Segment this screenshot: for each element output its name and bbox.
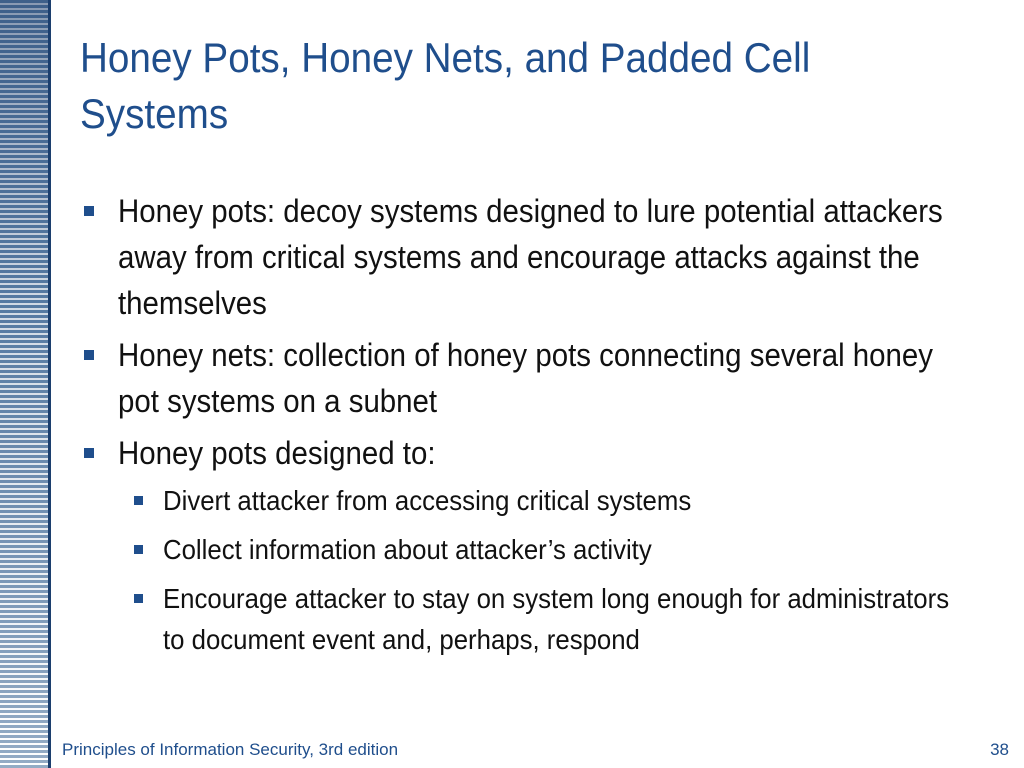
sub-bullet-item — [118, 578, 984, 660]
square-bullet-icon — [84, 448, 94, 458]
sub-bullet-text: Collect information about attacker’s activity — [163, 534, 652, 565]
page-number: 38 — [990, 740, 1009, 759]
slide-content — [84, 188, 984, 668]
sub-bullet-item — [118, 529, 984, 570]
sub-bullet-list — [118, 480, 984, 660]
decorative-stripe-bar — [0, 0, 48, 768]
slide-title: Honey Pots, Honey Nets, and Padded Cell Systems — [80, 34, 811, 137]
sub-bullet-item — [118, 480, 984, 521]
square-bullet-icon — [134, 545, 143, 554]
sub-bullet-text: Divert attacker from accessing critical systems — [163, 485, 692, 516]
bullet-text: Honey pots: decoy systems designed to lure potential attackers away from critical systems and encourage attacks against the themselves — [118, 193, 943, 321]
footer-course-title: Principles of Information Security, 3rd edition — [62, 740, 399, 759]
square-bullet-icon — [134, 496, 143, 505]
bullet-text: Honey pots designed to: — [118, 435, 436, 471]
bullet-item-honey-pots — [84, 188, 984, 326]
square-bullet-icon — [134, 594, 143, 603]
bullet-item-honey-nets — [84, 332, 984, 424]
bullet-item-designed-to — [84, 430, 984, 660]
sub-bullet-text: Encourage attacker to stay on system long enough for administrators to document event and, perhaps, respond — [163, 583, 950, 655]
square-bullet-icon — [84, 206, 94, 216]
bullet-text: Honey nets: collection of honey pots connecting several honey pot systems on a subnet — [118, 337, 934, 419]
square-bullet-icon — [84, 350, 94, 360]
bullet-list — [84, 188, 984, 660]
